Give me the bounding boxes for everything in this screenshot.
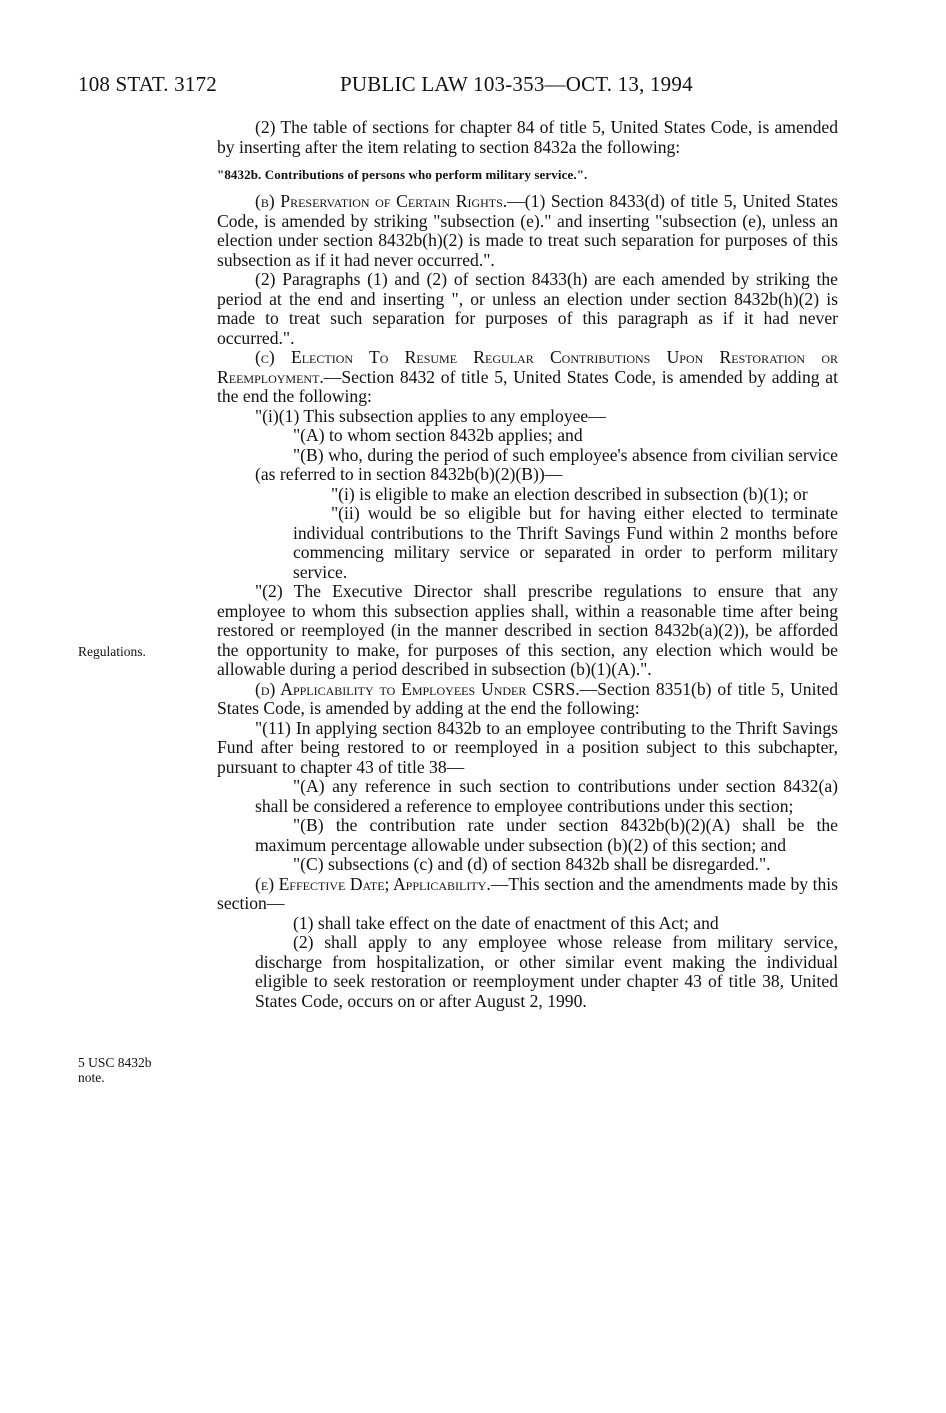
subsection-e [217,875,838,914]
clause-B-i: "(i) is eligible to make an election described in subsection (b)(1); or [331,483,808,504]
subsection-d [217,680,838,719]
paragraph-d11: "(11) In applying section 8432b to an employee contributing to the Thrift Savings Fund after being restored to or reemployed in a position subject to this subchapter, pursuant to chapter 43 of title 38— [217,717,838,777]
margin-note-usc-line1: 5 USC 8432b [78,1055,152,1070]
subsection-b2: (2) Paragraphs (1) and (2) of section 8433(h) are each amended by striking the period at the end and inserting ", or unless an election under section 8432b(h)(2) is made to treat such separation for purposes of this paragraph as if it had never occurred.". [217,269,838,348]
margin-note-usc [78,1055,152,1085]
subsection-b [217,192,838,270]
subsection-b-heading: (b) Preservation of Certain Rights. [255,191,508,211]
table-of-sections-item: "8432b. Contributions of persons who perform military service.". [217,167,588,182]
margin-note-regulations: Regulations. [78,644,146,659]
clause-B-ii: "(ii) would be so eligible but for having either elected to terminate individual contributions to the Thrift Savings Fund within 2 months before commencing military service or separated in order to perform military service. [293,503,838,582]
subsection-e-text: —This section and the amendments made by this section— [217,873,838,913]
subsection-d-heading: (d) Applicability to Employees Under CSRS. [255,678,580,699]
law-title: PUBLIC LAW 103-353—OCT. 13, 1994 [340,72,693,96]
clause-d-A: "(A) any reference in such section to contributions under section 8432(a) shall be considered a reference to employee contributions under this section; [255,776,838,816]
clause-d-C: "(C) subsections (c) and (d) of section 8432b shall be disregarded.". [293,854,771,874]
subsection-d-text: —Section 8351(b) of title 5, United States Code, is amended by adding at the end the following: [217,678,838,718]
page-number: 108 STAT. 3172 [78,72,217,96]
clause-A: "(A) to whom section 8432b applies; and [293,425,583,445]
document-body [217,118,838,1011]
clause-d-B: "(B) the contribution rate under section 8432b(b)(2)(A) shall be the maximum percentage allowable under subsection (b)(2) of this section; and [255,815,838,855]
paragraph-a2: (2) The table of sections for chapter 84 of title 5, United States Code, is amended by inserting after the item relating to section 8432a the following: [217,117,838,157]
margin-note-usc-line2: note. [78,1070,105,1085]
paragraph-i2: "(2) The Executive Director shall prescribe regulations to ensure that any employee to whom this subsection applies shall, within a reasonable time after being restored or reemployed (in the manner described in section 8432b(a)(2)), be afforded the opportunity to make, for purposes of this section, any election which would be allowable during a period described in subsection (b)(1)(A).". [217,581,838,679]
clause-e1: (1) shall take effect on the date of enactment of this Act; and [293,912,719,933]
subsection-c [217,348,838,407]
subsection-e-heading: (e) Effective Date; Applicability. [255,873,491,894]
subsection-b-text: —(1) Section 8433(d) of title 5, United States Code, is amended by striking "subsection (e)." and inserting "subsection (e), unless an election under section 8432b(h)(2) is made to treat such separation for purposes of this subsection as if it had never occurred.". [217,191,839,270]
clause-B: "(B) who, during the period of such employee's absence from civilian service (as referred to in section 8432b(b)(2)(B))— [255,444,838,484]
clause-e2: (2) shall apply to any employee whose release from military service, discharge from hospitalization, or other similar event making the individual eligible to seek restoration or reemployment under chapter 43 of title 38, United States Code, occurs on or after August 2, 1990. [255,932,838,1011]
subsection-c-text: —Section 8432 of title 5, United States Code, is amended by adding at the end the following: [217,366,838,406]
paragraph-i1: "(i)(1) This subsection applies to any employee— [255,405,606,426]
subsection-c-heading: (c) Election To Resume Regular Contributions Upon Restoration or Reemployment. [217,347,838,387]
